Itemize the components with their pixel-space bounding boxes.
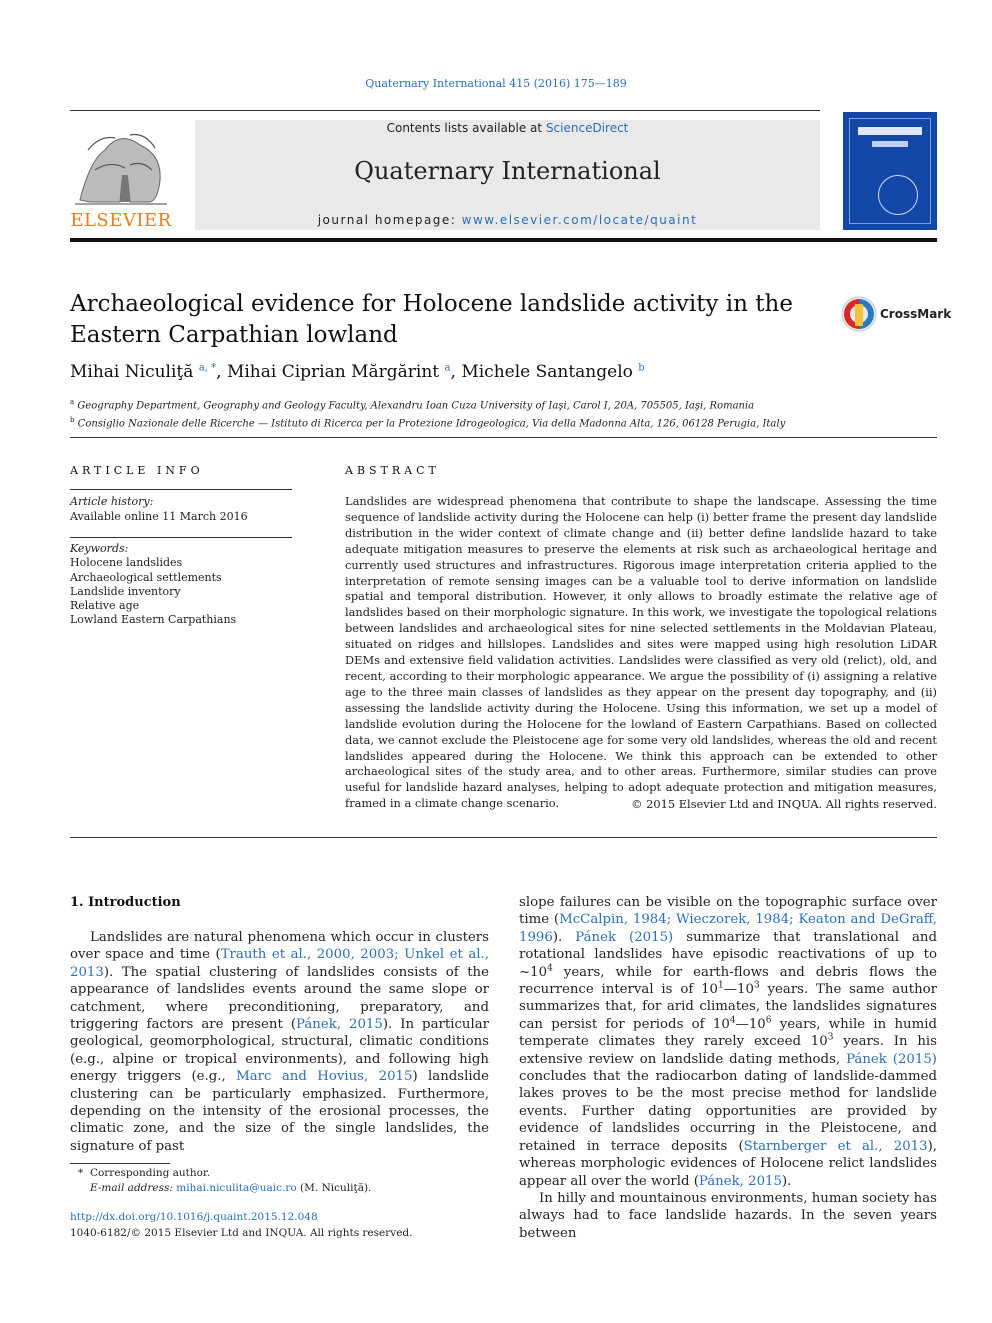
corresponding-footnote xyxy=(70,1166,371,1196)
abstract-text: Landslides are widespread phenomena that contribute to shape the landscape. Assessing the time sequence of landslide activity during the Holocene can help (i) better frame the present day landslide distribution in the wider context of climate change and (ii) better define landslide hazard to take adequate mitigation measures to preserve the elements at risk such as archaeological heritage and currently used structures and infrastructures. Rigorous image interpretation criteria applied to the interpretation of remote sensing images can be a valuable tool to derive information on landslide spatial and temporal distribution. However, it only allows to broadly estimate the relative age of landslides based on their morphologic signature. In this work, we investigate the topological relations between landslides and archaeological sites for nine selected settlements in the Moldavian Plateau, situated on ridges and hillslopes. Landslides and sites were mapped using high resolution LiDAR DEMs and extensive field validation activities. Landslides were classified as very old (relict), old, and recent, according to their morphologic appearance. We argue the possibility of (i) assigning a relative age to the three main classes of landslides as they appear on the present day topography, and (ii) assessing the landslide activity during the Holocene. Using this information, we set up a model of landslide evolution during the Holocene for the lowland of Eastern Carpathians. Based on collected data, we cannot exclude the Pleistocene age for some very old landslides, whereas the old and recent landslides appeared during the Holocene. We think this approach can be extended to other archaeological sites of the study area, and to other areas. Furthermore, similar studies can prove useful for landslide hazard analyses, helping to adopt adequate protection and mitigation measures, framed in a climate change scenario. xyxy=(345,494,937,811)
info-divider xyxy=(70,489,292,490)
affiliations xyxy=(70,395,785,432)
body-paragraph: slope failures can be visible on the topographic surface over time (McCalpin, 1984; Wieczorek, 1984; Keaton and DeGraff, 1996). Pánek (2015) summarize that translational and rotational landslides have episodic reactivations of up to $\sim 10^4$ years, while for earth-flows and debris flows the recurrence interval is of $10^1—10^3$ years. The same author summarizes that, for arid climates, the landslides signatures can persist for periods of $10^4—10^6$ years, while in humid temperate climates they rarely exceed $10^3$ years. In his extensive review on landslide dating methods, Pánek (2015) concludes that the radiocarbon dating of landslide-dammed lakes proves to be the most precise method for landslide events. Further dating opportunities are provided by evidence of landslides occurring in the Pleistocene, and retained in terrace deposits (Starnberger et al., 2013), whereas morphologic evidences of Holocene relict landslides appear all over the world (Pánek, 2015). xyxy=(519,895,937,1189)
affiliation-text: Geography Department, Geography and Geology Faculty, Alexandru Ioan Cuza University of Iaşi, Carol I, 20A, 705505, Iaşi, Romania xyxy=(77,400,755,412)
body-paragraph: In hilly and mountainous environments, human society has always had to face landslide hazards. In the seven years between xyxy=(519,1190,937,1241)
abstract-heading: ABSTRACT xyxy=(345,464,440,477)
citation-link[interactable]: Pánek (2015) xyxy=(846,1051,937,1067)
citation-link[interactable]: Pánek, 2015 xyxy=(296,1017,383,1033)
header-divider xyxy=(70,110,820,111)
footnote-divider xyxy=(70,1163,170,1164)
section-divider xyxy=(70,837,937,838)
header-thick-divider xyxy=(70,238,937,242)
cover-frame xyxy=(849,118,931,224)
keywords-list xyxy=(70,542,236,628)
homepage-link[interactable]: www.elsevier.com/locate/quaint xyxy=(461,213,698,227)
affiliation-mark: b xyxy=(70,416,75,425)
keyword: Lowland Eastern Carpathians xyxy=(70,613,237,627)
corresponding-line: * Corresponding author. xyxy=(78,1167,211,1179)
email-link[interactable]: mihai.niculita@uaic.ro xyxy=(176,1182,297,1194)
affiliation-text: Consiglio Nazionale delle Ricerche — Istituto di Ricerca per la Protezione Idrogeologica, Via della Madonna Alta, 126, 06128 Perugia, Italy xyxy=(77,418,786,430)
body-column-left xyxy=(70,929,489,1155)
citation-link[interactable]: Trauth et al., 2000, 2003; Unkel et al., 2013 xyxy=(70,947,489,980)
sciencedirect-link[interactable]: ScienceDirect xyxy=(545,121,629,135)
doi-link[interactable]: http://dx.doi.org/10.1016/j.quaint.2015.12.048 xyxy=(70,1211,318,1223)
section-heading: 1. Introduction xyxy=(70,895,181,910)
journal-name: Quaternary International xyxy=(354,157,661,185)
crossmark-icon xyxy=(840,295,878,333)
keyword: Holocene landslides xyxy=(70,556,183,570)
info-divider xyxy=(70,537,292,538)
body-column-right xyxy=(519,894,937,1242)
author-affil-mark[interactable]: a xyxy=(444,362,451,374)
keyword: Archaeological settlements xyxy=(70,570,222,584)
cover-title-bar xyxy=(858,127,922,135)
journal-cover-image xyxy=(843,112,937,230)
keyword: Landslide inventory xyxy=(70,584,181,598)
author-list: Mihai Niculiţă $^{a, *}$, Mihai Ciprian Mărgărint $^a$, Michele Santangelo $^b$ xyxy=(70,362,645,382)
cover-emblem-icon xyxy=(878,175,918,215)
author-name: Mihai Niculiţă xyxy=(70,362,194,382)
section-divider xyxy=(70,437,937,438)
issn-copyright: 1040-6182/© 2015 Elsevier Ltd and INQUA. All rights reserved. xyxy=(70,1227,413,1239)
affiliation-mark: a xyxy=(70,398,75,406)
journal-citation[interactable]: Quaternary International 415 (2016) 175—189 xyxy=(365,77,627,90)
keyword: Relative age xyxy=(70,599,140,613)
citation-link[interactable]: McCalpin, 1984; Wieczorek, 1984; Keaton and DeGraff, 1996 xyxy=(519,912,937,945)
citation-link[interactable]: Starnberger et al., 2013 xyxy=(743,1138,928,1154)
crossmark-button[interactable] xyxy=(840,295,952,335)
author-affil-mark[interactable]: a, * xyxy=(198,362,217,374)
contents-prefix: Contents lists available at xyxy=(386,121,546,135)
body-paragraph: Landslides are natural phenomena which occur in clusters over space and time (Trauth et al., 2000, 2003; Unkel et al., 2013). The spatial clustering of landslides consists of the appearance of landslides events around the same slope or catchment, where preconditioning, preparatory, and triggering factors are present (Pánek, 2015). In particular geological, geomorphological, structural, climatic conditions (e.g., alpine or tropical environments), and following high energy triggers (e.g., Marc and Hovius, 2015) landslide clustering can be particularly emphasized. Furthermore, depending on the intensity of the erosional processes, the climatic zone, and the size of the single landslides, the signature of past xyxy=(70,930,489,1154)
affiliation xyxy=(70,413,785,431)
keywords-label: Keywords: xyxy=(70,542,129,555)
article-history xyxy=(70,494,248,524)
homepage-line xyxy=(195,213,820,227)
citation-link[interactable]: Pánek (2015) xyxy=(575,929,674,945)
author-name: Michele Santangelo xyxy=(461,362,633,382)
citation-link[interactable]: Pánek, 2015 xyxy=(698,1173,782,1189)
history-value: Available online 11 March 2016 xyxy=(70,510,248,523)
crossmark-label: CrossMark xyxy=(880,307,952,321)
email-line: E-mail address: mihai.niculita@uaic.ro (M. Niculiţă). xyxy=(90,1182,372,1194)
citation-link[interactable]: Marc and Hovius, 2015 xyxy=(236,1069,413,1085)
article-title: Archaeological evidence for Holocene landslide activity in the Eastern Carpathian lowland xyxy=(70,291,793,348)
elsevier-logo xyxy=(70,120,172,232)
author-affil-mark[interactable]: b xyxy=(638,362,645,374)
contents-line xyxy=(195,121,820,135)
cover-subtitle-bar xyxy=(872,141,908,147)
publisher-wordmark: ELSEVIER xyxy=(70,210,172,231)
history-label: Article history: xyxy=(70,495,154,508)
affiliation xyxy=(70,395,785,413)
article-info-heading: ARTICLE INFO xyxy=(70,464,204,477)
abstract-copyright: © 2015 Elsevier Ltd and INQUA. All rights reserved. xyxy=(631,797,937,811)
homepage-prefix: journal homepage: xyxy=(317,213,462,227)
author-name: Mihai Ciprian Mărgărint xyxy=(226,362,440,382)
